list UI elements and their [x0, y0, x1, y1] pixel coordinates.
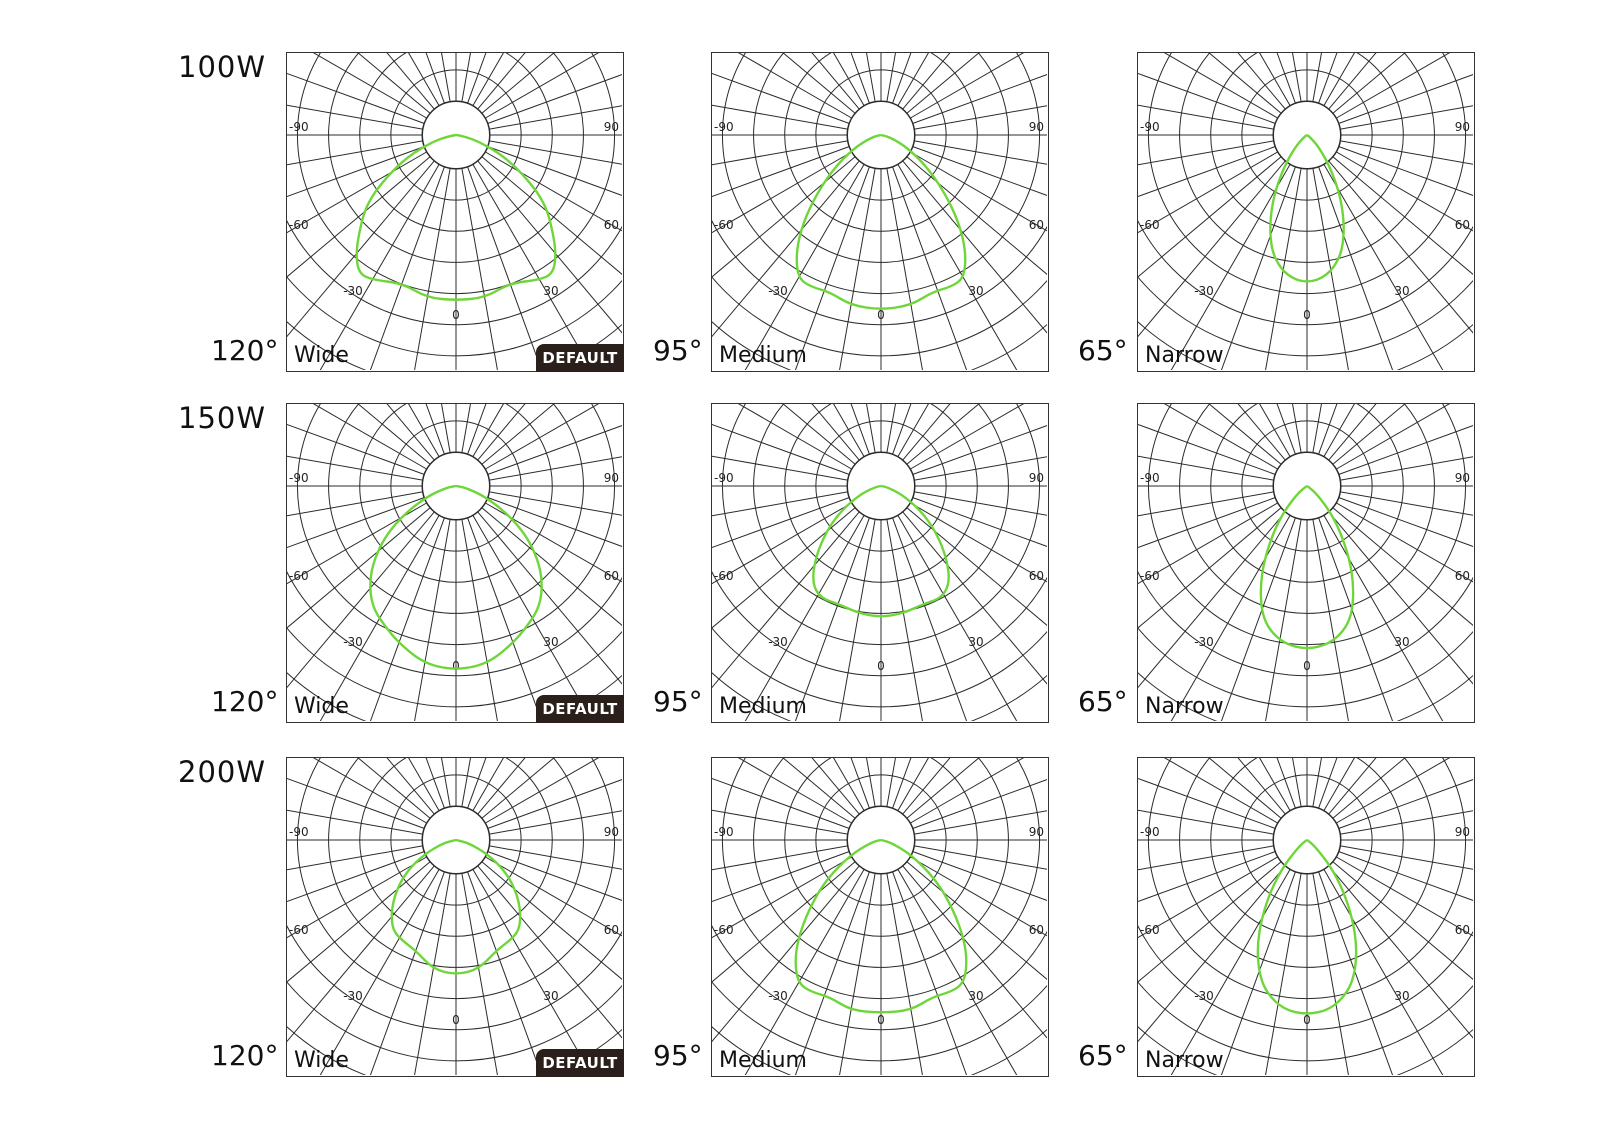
grid-spoke [712, 508, 855, 687]
angle-tick-label: 30 [1394, 635, 1410, 649]
grid-spoke [1333, 157, 1473, 336]
grid-spoke [287, 512, 434, 721]
grid-spoke [898, 164, 1037, 370]
polar-panel [286, 52, 624, 372]
angle-tick-label: 60 [1028, 218, 1044, 232]
grid-spoke [287, 404, 430, 464]
grid-spoke [1138, 862, 1281, 1041]
grid-spoke [712, 862, 855, 1041]
grid-spoke [485, 404, 622, 469]
angle-tick-label: 30 [1394, 284, 1410, 298]
grid-spoke [287, 508, 430, 687]
grid-spoke [1340, 81, 1473, 129]
grid-spoke [1138, 141, 1274, 189]
grid-spoke [725, 404, 864, 457]
angle-tick-label: 90 [603, 471, 619, 485]
polar-panel [711, 757, 1049, 1077]
polar-plot [1138, 404, 1473, 721]
grid-spoke [473, 515, 612, 721]
grid-spoke [914, 846, 1047, 894]
grid-spoke [1200, 518, 1295, 721]
angle-tick-label: -60 [289, 569, 309, 583]
grid-spoke [1138, 157, 1281, 336]
angle-tick-label: -30 [343, 635, 363, 649]
angle-tick-label: 60 [1454, 218, 1470, 232]
polar-grid [712, 53, 1047, 370]
grid-spoke [1319, 53, 1414, 103]
grid-spoke [712, 404, 855, 464]
grid-spoke [287, 53, 424, 123]
distribution-label: Narrow [1145, 343, 1224, 368]
grid-spoke [910, 758, 1047, 823]
polar-grid [287, 404, 622, 721]
polar-plot [1138, 53, 1473, 370]
grid-spoke [1200, 758, 1295, 808]
grid-spoke [287, 866, 434, 1075]
angle-tick-label: 30 [968, 635, 984, 649]
grid-spoke [482, 862, 622, 1041]
angle-tick-label: 0 [452, 1013, 460, 1027]
grid-spoke [482, 758, 622, 818]
grid-spoke [712, 758, 855, 818]
polar-plot [287, 53, 622, 370]
angle-tick-label: 30 [968, 284, 984, 298]
default-badge: DEFAULT [536, 1049, 624, 1077]
grid-spoke [287, 846, 423, 894]
angle-tick-label: 60 [1454, 923, 1470, 937]
grid-spoke [287, 758, 424, 828]
polar-panel [1137, 757, 1475, 1077]
grid-spoke [473, 758, 612, 811]
grid-spoke [489, 846, 622, 894]
grid-spoke [712, 404, 849, 474]
angle-tick-label: -90 [714, 825, 734, 839]
angle-tick-label: 90 [1454, 120, 1470, 134]
grid-spoke [1324, 758, 1463, 811]
grid-spoke [1138, 404, 1278, 469]
grid-spoke [349, 404, 444, 454]
grid-spoke [1138, 161, 1285, 370]
grid-spoke [907, 404, 1047, 464]
grid-spoke [1200, 872, 1295, 1075]
beam-angle-label: 120° [211, 685, 279, 718]
angle-tick-label: -60 [714, 218, 734, 232]
grid-spoke [1319, 872, 1414, 1075]
grid-spoke [1138, 53, 1275, 123]
grid-spoke [1200, 404, 1295, 454]
distribution-label: Medium [719, 694, 807, 719]
grid-spoke [488, 53, 622, 123]
grid-spoke [1336, 758, 1473, 823]
grid-spoke [1324, 53, 1463, 106]
distribution-label: Wide [294, 694, 349, 719]
grid-spoke [473, 53, 612, 106]
polar-panel [286, 757, 624, 1077]
grid-spoke [725, 164, 864, 370]
grid-spoke [287, 53, 430, 113]
angle-tick-label: -90 [289, 120, 309, 134]
grid-spoke [903, 161, 1047, 370]
grid-spoke [907, 53, 1047, 113]
angle-tick-label: 0 [877, 659, 885, 673]
grid-spoke [287, 404, 424, 474]
grid-spoke [468, 758, 563, 808]
polar-panel [1137, 52, 1475, 372]
distribution-label: Medium [719, 1048, 807, 1073]
grid-spoke [489, 432, 622, 480]
grid-spoke [1336, 404, 1473, 469]
polar-panel [711, 403, 1049, 723]
angle-tick-label: 0 [877, 1013, 885, 1027]
grid-spoke [1138, 758, 1281, 818]
angle-tick-label: 90 [1454, 471, 1470, 485]
grid-spoke [1333, 53, 1473, 113]
grid-spoke [893, 404, 988, 454]
beam-angle-label: 95° [653, 334, 703, 367]
polar-plot [712, 53, 1047, 370]
angle-tick-label: -60 [1140, 569, 1160, 583]
grid-spoke [898, 515, 1037, 721]
grid-spoke [898, 758, 1037, 811]
grid-spoke [1138, 846, 1274, 894]
polar-grid [1138, 53, 1473, 370]
grid-spoke [300, 758, 439, 811]
beam-angle-label: 65° [1078, 334, 1128, 367]
angle-tick-label: -30 [768, 635, 788, 649]
grid-spoke [712, 758, 849, 828]
grid-spoke [1138, 404, 1275, 474]
angle-tick-label: -90 [289, 825, 309, 839]
grid-spoke [489, 81, 622, 129]
grid-spoke [1336, 53, 1473, 118]
default-badge: DEFAULT [536, 344, 624, 372]
angle-tick-label: 30 [1394, 989, 1410, 1003]
distribution-label: Narrow [1145, 1048, 1224, 1073]
grid-spoke [725, 515, 864, 721]
grid-spoke [1324, 869, 1463, 1075]
angle-tick-label: 30 [543, 989, 559, 1003]
angle-tick-label: -60 [714, 923, 734, 937]
grid-spoke [300, 515, 439, 721]
grid-spoke [482, 508, 622, 687]
grid-spoke [1151, 404, 1290, 457]
grid-spoke [1151, 869, 1290, 1075]
grid-spoke [1319, 518, 1414, 721]
grid-spoke [485, 53, 622, 118]
grid-spoke [1333, 404, 1473, 464]
grid-spoke [898, 53, 1037, 106]
distribution-label: Medium [719, 343, 807, 368]
beam-angle-label: 65° [1078, 685, 1128, 718]
polar-panel [711, 52, 1049, 372]
grid-spoke [712, 53, 855, 113]
angle-tick-label: -90 [1140, 471, 1160, 485]
grid-spoke [903, 866, 1047, 1075]
polar-panel [1137, 403, 1475, 723]
angle-tick-label: -90 [1140, 825, 1160, 839]
grid-spoke [914, 81, 1047, 129]
grid-spoke [300, 869, 439, 1075]
grid-spoke [1138, 508, 1281, 687]
grid-spoke [1138, 53, 1281, 113]
distribution-label: Wide [294, 343, 349, 368]
grid-spoke [712, 157, 855, 336]
grid-spoke [287, 404, 427, 469]
grid-spoke [1340, 141, 1473, 189]
polar-grid [287, 53, 622, 370]
grid-spoke [712, 53, 849, 123]
polar-plot [712, 404, 1047, 721]
grid-spoke [349, 758, 444, 808]
grid-spoke [300, 164, 439, 370]
grid-spoke [1138, 758, 1275, 828]
grid-spoke [468, 53, 563, 103]
grid-spoke [893, 518, 988, 721]
grid-spoke [913, 53, 1047, 123]
grid-spoke [914, 786, 1047, 834]
grid-spoke [349, 518, 444, 721]
grid-spoke [893, 758, 988, 808]
grid-spoke [712, 141, 848, 189]
grid-spoke [774, 518, 869, 721]
grid-spoke [1319, 758, 1414, 808]
distribution-label: Narrow [1145, 694, 1224, 719]
grid-spoke [1324, 164, 1463, 370]
angle-tick-label: -60 [289, 923, 309, 937]
angle-tick-label: 30 [543, 284, 559, 298]
grid-spoke [1339, 758, 1473, 828]
grid-spoke [300, 404, 439, 457]
grid-spoke [774, 758, 869, 808]
angle-tick-label: 30 [968, 989, 984, 1003]
angle-tick-label: 90 [1028, 471, 1044, 485]
grid-spoke [1138, 53, 1278, 118]
angle-tick-label: -30 [343, 284, 363, 298]
polar-grid [1138, 758, 1473, 1075]
grid-spoke [712, 512, 859, 721]
distribution-label: Wide [294, 1048, 349, 1073]
grid-spoke [1151, 758, 1290, 811]
angle-tick-label: 90 [603, 825, 619, 839]
grid-spoke [725, 758, 864, 811]
grid-spoke [1151, 164, 1290, 370]
angle-tick-label: 0 [877, 308, 885, 322]
angle-tick-label: 60 [603, 569, 619, 583]
grid-spoke [914, 141, 1047, 189]
grid-spoke [473, 869, 612, 1075]
polar-grid [712, 404, 1047, 721]
grid-spoke [473, 164, 612, 370]
grid-spoke [774, 404, 869, 454]
grid-spoke [898, 869, 1037, 1075]
grid-spoke [1329, 161, 1473, 370]
grid-spoke [482, 157, 622, 336]
grid-spoke [1200, 53, 1295, 103]
grid-spoke [712, 866, 859, 1075]
grid-spoke [893, 53, 988, 103]
power-label: 150W [178, 401, 267, 435]
angle-tick-label: 60 [1028, 923, 1044, 937]
angle-tick-label: -30 [768, 284, 788, 298]
angle-tick-label: -60 [714, 569, 734, 583]
grid-spoke [287, 758, 427, 823]
beam-angle-label: 65° [1078, 1039, 1128, 1072]
grid-spoke [478, 161, 622, 370]
grid-spoke [349, 167, 444, 370]
grid-spoke [774, 53, 869, 103]
grid-spoke [489, 786, 622, 834]
grid-spoke [1324, 404, 1463, 457]
angle-tick-label: 90 [1028, 825, 1044, 839]
angle-tick-label: 0 [452, 308, 460, 322]
angle-tick-label: -60 [289, 218, 309, 232]
grid-spoke [893, 167, 988, 370]
grid-spoke [287, 862, 430, 1041]
grid-spoke [893, 872, 988, 1075]
angle-tick-label: -60 [1140, 923, 1160, 937]
angle-tick-label: -90 [714, 471, 734, 485]
grid-spoke [1333, 758, 1473, 818]
angle-tick-label: -30 [1194, 635, 1214, 649]
grid-spoke [287, 53, 427, 118]
angle-tick-label: 0 [452, 659, 460, 673]
angle-tick-label: 60 [1028, 569, 1044, 583]
angle-tick-label: 90 [603, 120, 619, 134]
grid-spoke [349, 872, 444, 1075]
grid-spoke [712, 758, 852, 823]
grid-spoke [468, 518, 563, 721]
grid-spoke [478, 512, 622, 721]
grid-spoke [287, 161, 434, 370]
grid-spoke [774, 872, 869, 1075]
angle-tick-label: -90 [1140, 120, 1160, 134]
grid-spoke [712, 846, 848, 894]
grid-spoke [1340, 786, 1473, 834]
grid-spoke [1340, 492, 1473, 540]
grid-spoke [1151, 53, 1290, 106]
grid-spoke [1340, 846, 1473, 894]
grid-spoke [903, 512, 1047, 721]
grid-spoke [914, 432, 1047, 480]
grid-spoke [913, 404, 1047, 474]
grid-spoke [907, 508, 1047, 687]
angle-tick-label: 60 [603, 923, 619, 937]
grid-spoke [482, 404, 622, 464]
grid-spoke [725, 869, 864, 1075]
polar-plot [287, 404, 622, 721]
angle-tick-label: -90 [289, 471, 309, 485]
angle-tick-label: 0 [1303, 1013, 1311, 1027]
angle-tick-label: -30 [1194, 989, 1214, 1003]
angle-tick-label: 60 [603, 218, 619, 232]
grid-spoke [485, 758, 622, 823]
angle-tick-label: -60 [1140, 218, 1160, 232]
angle-tick-label: 90 [1028, 120, 1044, 134]
grid-spoke [907, 862, 1047, 1041]
grid-spoke [1333, 862, 1473, 1041]
angle-tick-label: -90 [714, 120, 734, 134]
grid-spoke [774, 167, 869, 370]
grid-spoke [1138, 492, 1274, 540]
polar-grid [712, 758, 1047, 1075]
grid-spoke [1138, 758, 1278, 823]
angle-tick-label: -30 [1194, 284, 1214, 298]
polar-plot [1138, 758, 1473, 1075]
polar-grid [1138, 404, 1473, 721]
beam-angle-label: 120° [211, 334, 279, 367]
grid-spoke [489, 141, 622, 189]
default-badge: DEFAULT [536, 695, 624, 723]
grid-spoke [287, 141, 423, 189]
angle-tick-label: -30 [768, 989, 788, 1003]
grid-spoke [287, 157, 430, 336]
grid-spoke [1138, 866, 1285, 1075]
grid-spoke [482, 53, 622, 113]
angle-tick-label: 0 [1303, 308, 1311, 322]
grid-spoke [898, 404, 1037, 457]
grid-spoke [287, 758, 430, 818]
grid-spoke [712, 404, 852, 469]
grid-spoke [1340, 432, 1473, 480]
polar-plot [287, 758, 622, 1075]
grid-spoke [1319, 404, 1414, 454]
power-label: 100W [178, 50, 267, 84]
grid-spoke [712, 161, 859, 370]
grid-spoke [725, 53, 864, 106]
polar-grid [287, 758, 622, 1075]
grid-spoke [1339, 404, 1473, 474]
polar-panel [286, 403, 624, 723]
angle-tick-label: -30 [343, 989, 363, 1003]
grid-spoke [468, 404, 563, 454]
angle-tick-label: 0 [1303, 659, 1311, 673]
grid-spoke [1339, 53, 1473, 123]
grid-spoke [907, 157, 1047, 336]
angle-tick-label: 30 [543, 635, 559, 649]
angle-tick-label: 60 [1454, 569, 1470, 583]
beam-angle-label: 95° [653, 685, 703, 718]
grid-spoke [478, 866, 622, 1075]
grid-spoke [468, 167, 563, 370]
grid-spoke [1138, 404, 1281, 464]
grid-spoke [468, 872, 563, 1075]
grid-spoke [473, 404, 612, 457]
power-label: 200W [178, 755, 267, 789]
grid-spoke [1329, 866, 1473, 1075]
grid-spoke [349, 53, 444, 103]
grid-spoke [910, 404, 1047, 469]
polar-plot [712, 758, 1047, 1075]
grid-spoke [488, 404, 622, 474]
angle-tick-label: 90 [1454, 825, 1470, 839]
beam-angle-label: 95° [653, 1039, 703, 1072]
grid-spoke [910, 53, 1047, 118]
grid-spoke [913, 758, 1047, 828]
grid-spoke [907, 758, 1047, 818]
grid-spoke [488, 758, 622, 828]
grid-spoke [300, 53, 439, 106]
grid-spoke [712, 53, 852, 118]
beam-angle-label: 120° [211, 1039, 279, 1072]
